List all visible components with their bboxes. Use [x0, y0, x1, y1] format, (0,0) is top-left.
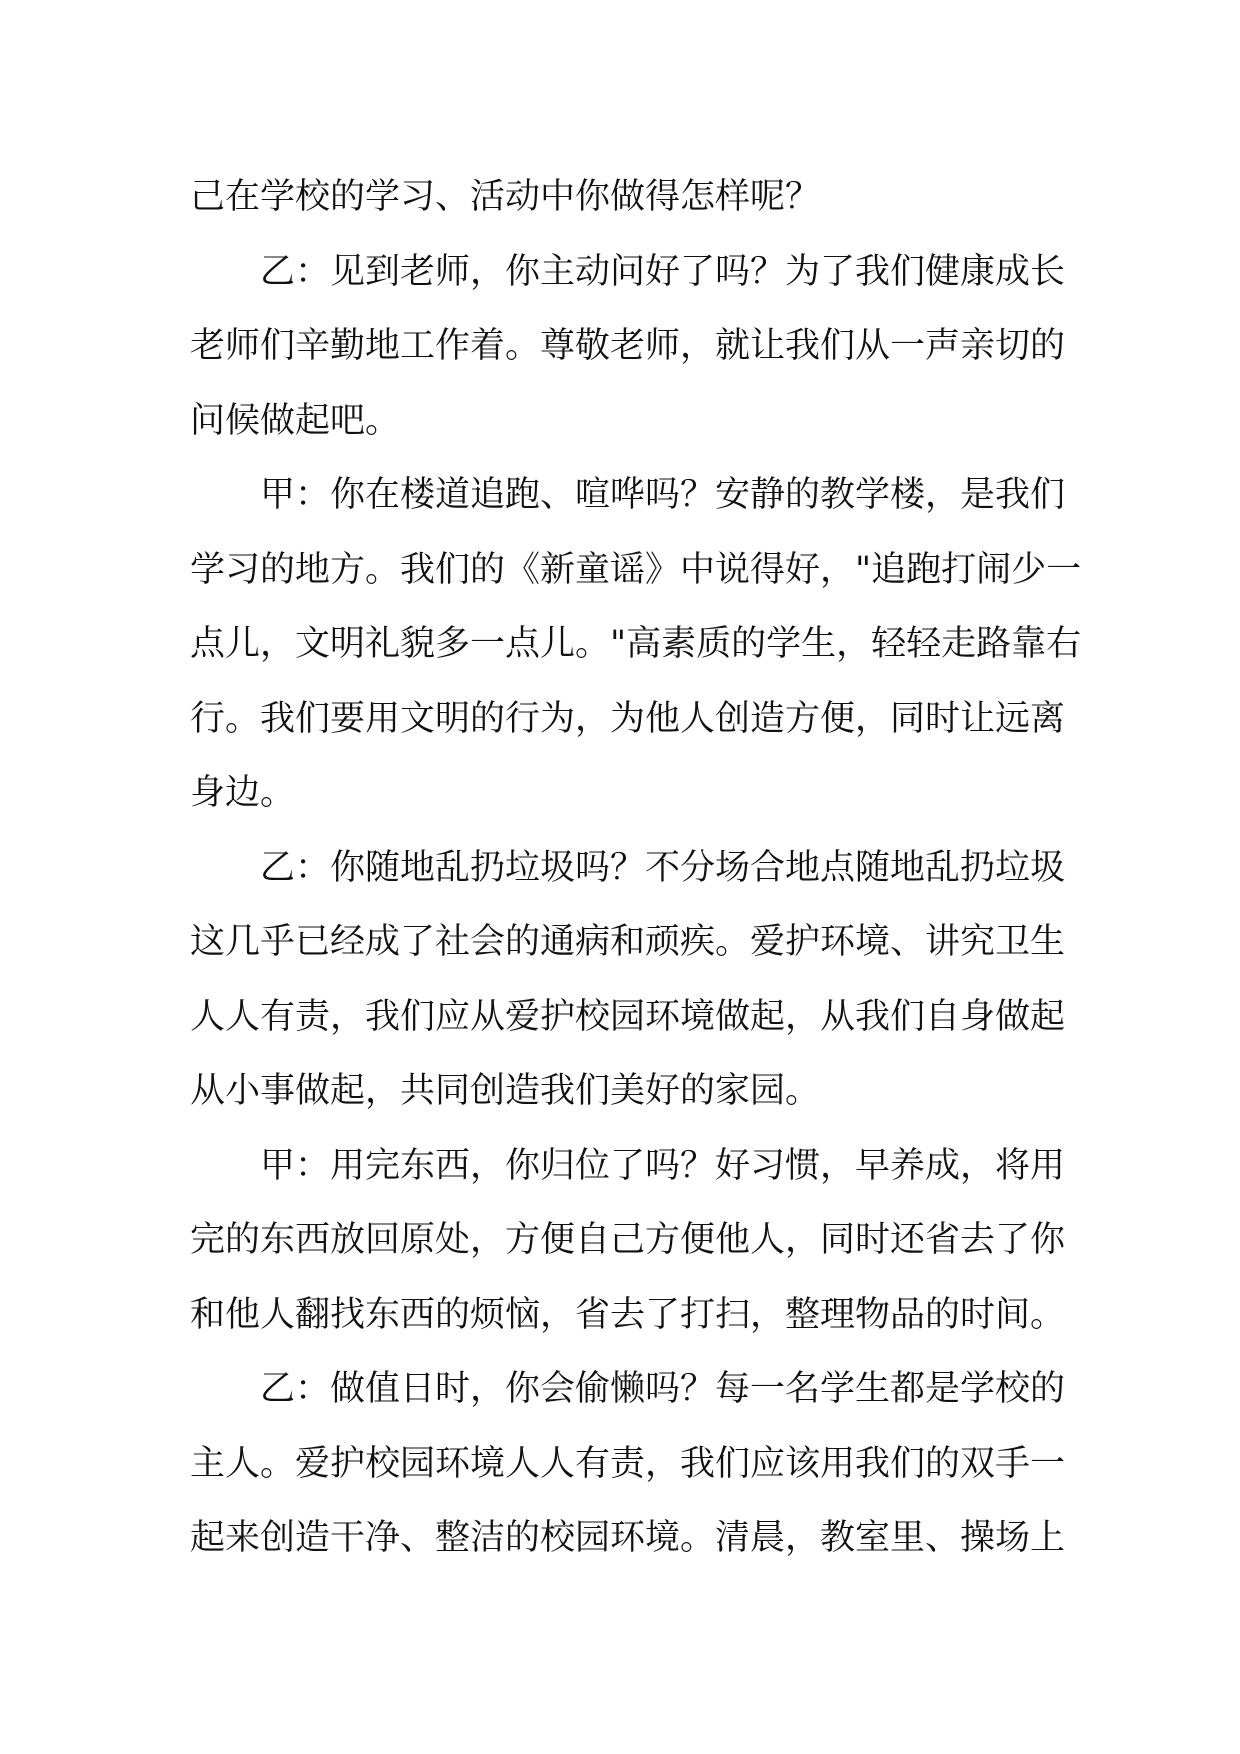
text-line-7: 点儿，文明礼貌多一点儿。"高素质的学生，轻轻走路靠右: [190, 624, 1082, 664]
text-line-10: 乙：你随地乱扔垃圾吗？不分场合地点随地乱扔垃圾: [260, 847, 1066, 888]
text-line-5: 甲：你在楼道追跑、喧哗吗？安静的教学楼，是我们: [260, 475, 1066, 515]
text-line-3: 老师们辛勤地工作着。尊敬老师，就让我们从一声亲切的: [190, 326, 1066, 366]
body-text: [190, 160, 1082, 1576]
text-line-16: 和他人翻找东西的烦恼，省去了打扫，整理物品的时间。: [190, 1294, 1066, 1335]
text-line-12: 人人有责，我们应从爱护校园环境做起，从我们自身做起: [190, 996, 1066, 1037]
text-line-17: 乙：做值日时，你会偷懒吗？每一名学生都是学校的: [260, 1369, 1066, 1409]
text-line-14: 甲：用完东西，你归位了吗？好习惯，早养成，将用: [260, 1145, 1066, 1186]
text-line-6: 学习的地方。我们的《新童谣》中说得好，"追跑打闹少一: [190, 549, 1082, 590]
text-line-11: 这几乎已经成了社会的通病和顽疾。爱护环境、讲究卫生: [190, 922, 1066, 962]
text-line-19: 起来创造干净、整洁的校园环境。清晨，教室里、操场上: [190, 1518, 1066, 1558]
text-line-18: 主人。爱护校园环境人人有责，我们应该用我们的双手一: [190, 1443, 1066, 1484]
text-line-9: 身边。: [190, 773, 296, 813]
text-line-4: 问候做起吧。: [190, 400, 401, 441]
text-line-15: 完的东西放回原处，方便自己方便他人，同时还省去了你: [190, 1220, 1066, 1260]
text-line-2: 乙：见到老师，你主动问好了吗？为了我们健康成长: [260, 251, 1066, 292]
text-line-1: 己在学校的学习、活动中你做得怎样呢？: [190, 177, 821, 217]
text-line-13: 从小事做起，共同创造我们美好的家园。: [190, 1071, 821, 1111]
text-line-8: 行。我们要用文明的行为，为他人创造方便，同时让远离: [190, 698, 1066, 739]
